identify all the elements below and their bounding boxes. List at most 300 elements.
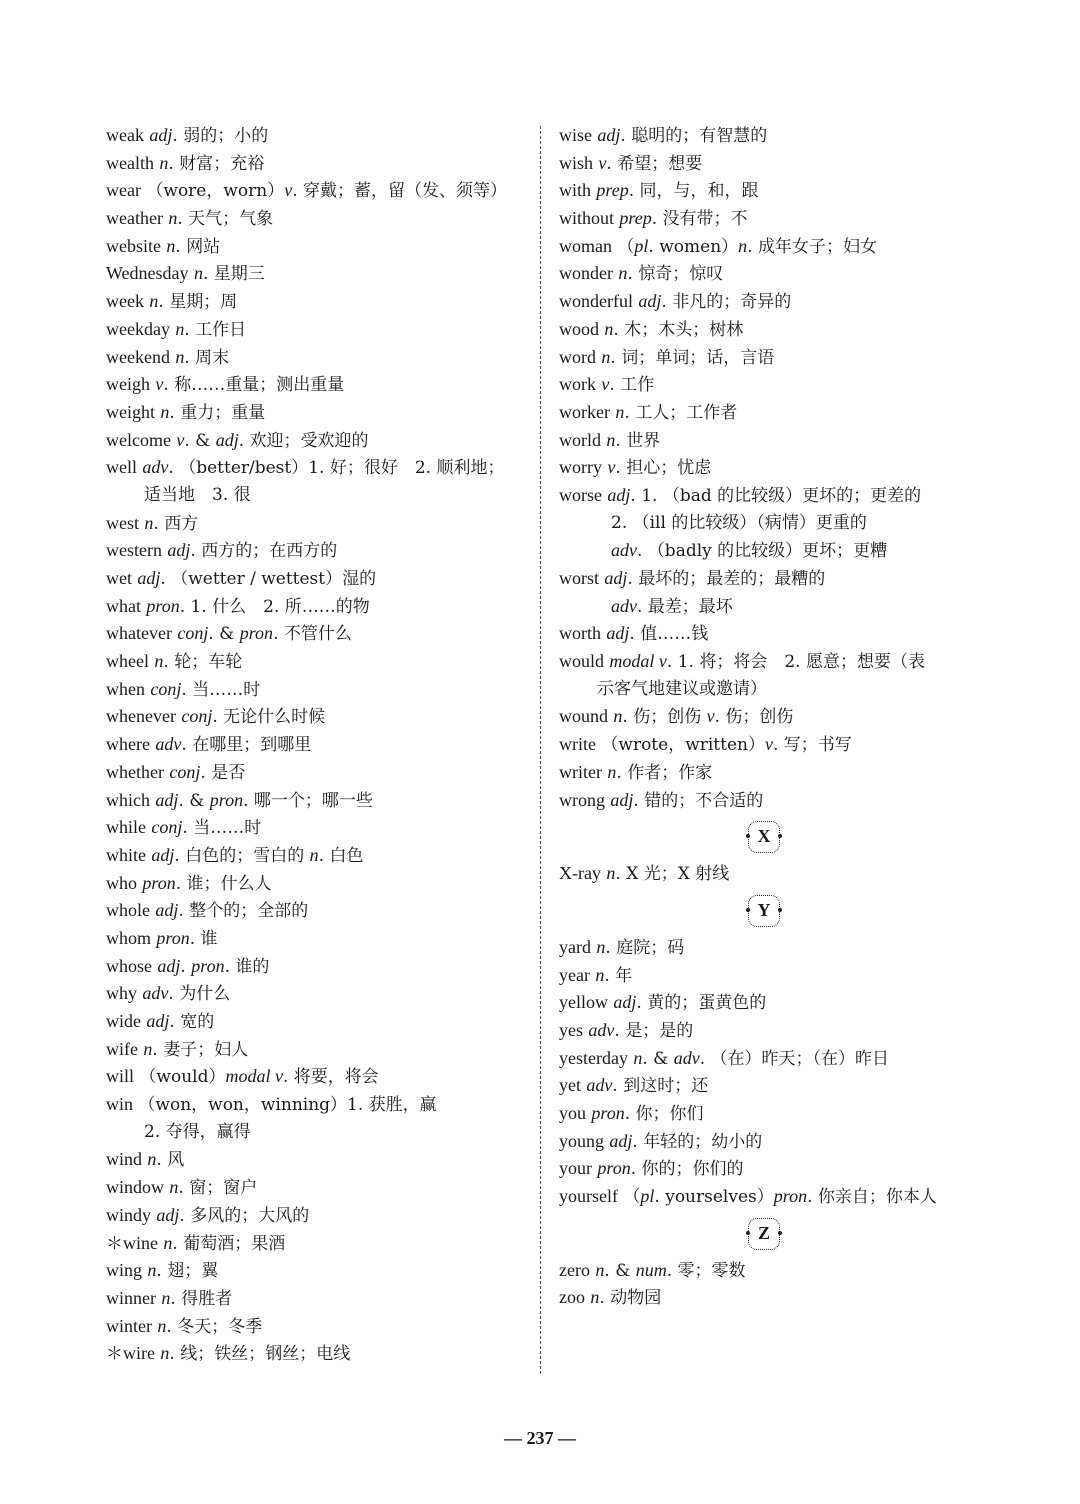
- definition-text: . X 光；X 射线: [615, 864, 730, 885]
- entry-x-ray: [559, 860, 989, 888]
- definition-text: . 风: [156, 1150, 185, 1171]
- definition-text: . 没有带；不: [651, 209, 748, 230]
- part-of-speech: n: [738, 235, 748, 256]
- part-of-speech: n: [607, 761, 617, 782]
- definition-text: . 是否: [200, 762, 246, 783]
- headword: world: [559, 429, 601, 450]
- part-of-speech: adj: [149, 125, 173, 145]
- entry-continuation: [106, 482, 534, 510]
- headword: worker: [559, 401, 610, 422]
- part-of-speech: prep: [619, 208, 652, 229]
- part-of-speech: n: [149, 291, 159, 312]
- entry-continuation: [559, 537, 989, 565]
- definition-text: . 财富；充裕: [168, 153, 265, 174]
- definition-text: . 1. （bad 的比较级）更坏的；更差的: [630, 485, 922, 506]
- column-divider: [540, 126, 541, 1374]
- part-of-speech: pron: [191, 955, 225, 976]
- definition-text: . 成年女子；妇女: [747, 236, 877, 257]
- headword: wheel: [106, 651, 149, 672]
- part-of-speech: n: [163, 1232, 173, 1253]
- entry-continuation: [559, 676, 989, 704]
- asterisk-marker: ＊: [106, 1233, 123, 1253]
- part-of-speech: adv: [611, 595, 637, 616]
- definition-text: . 葡萄酒；果酒: [172, 1233, 286, 1254]
- headword: wet: [106, 568, 132, 588]
- part-of-speech: n: [606, 863, 616, 884]
- definition-text: . 整个的；全部的: [178, 901, 309, 922]
- part-of-speech: conj: [177, 623, 209, 644]
- definition-text: . &: [642, 1048, 674, 1069]
- part-of-speech: adj: [167, 540, 191, 561]
- part-of-speech: pron: [239, 623, 274, 644]
- part-of-speech: n: [159, 152, 169, 173]
- entry-will: [106, 1063, 534, 1091]
- entry-whatever: [106, 620, 534, 648]
- definition-text: . 线；铁丝；钢丝；电线: [169, 1344, 351, 1365]
- part-of-speech: modal v: [225, 1066, 283, 1087]
- definition-text: . 白色的；雪白的: [174, 845, 310, 866]
- definition-text: . 世界: [615, 430, 661, 451]
- part-of-speech: n: [160, 401, 170, 422]
- definition-text: . &: [208, 624, 240, 645]
- entry-whether: [106, 759, 534, 787]
- part-of-speech: conj: [151, 817, 183, 838]
- part-of-speech: n: [606, 429, 616, 450]
- entry-write: [559, 731, 989, 759]
- right-column: [559, 122, 989, 1312]
- headword: worth: [559, 623, 601, 644]
- part-of-speech: n: [601, 346, 611, 367]
- headword: yet: [559, 1075, 581, 1096]
- definition-text: . 伤；创伤: [714, 707, 794, 728]
- section-letter-badge: Z: [748, 1218, 780, 1250]
- headword: wound: [559, 706, 608, 727]
- headword: wear: [106, 180, 141, 201]
- entry-whom: [106, 925, 534, 953]
- definition-text: . 你的；你们的: [630, 1159, 744, 1180]
- entry-continuation: [559, 510, 989, 538]
- entry-worse: [559, 482, 989, 510]
- entry-wife: [106, 1036, 534, 1064]
- definition-text: . 不管什么: [273, 624, 352, 645]
- entry-wire: [106, 1340, 534, 1368]
- headword: would: [559, 651, 604, 672]
- part-of-speech: adj: [607, 484, 631, 505]
- part-of-speech: adj: [613, 992, 637, 1013]
- part-of-speech: adj: [156, 1204, 180, 1225]
- headword: who: [106, 872, 137, 893]
- headword: without: [559, 208, 615, 229]
- part-of-speech: n: [157, 1315, 167, 1336]
- headword: weak: [106, 125, 144, 145]
- entry-who: [106, 870, 534, 898]
- entry-website: [106, 233, 534, 261]
- part-of-speech: v: [598, 152, 607, 173]
- entry-yes: [559, 1017, 989, 1045]
- definition-text: . 窗；窗户: [178, 1178, 258, 1199]
- part-of-speech: n: [309, 844, 319, 865]
- entry-without: [559, 205, 989, 233]
- definition-text: . 穿戴；蓄，留（发、须等）: [292, 181, 508, 202]
- left-column: [106, 122, 534, 1368]
- headword: year: [559, 964, 590, 985]
- definition-text: . 工作日: [184, 319, 247, 340]
- headword: wire: [123, 1343, 155, 1364]
- entry-yesterday: [559, 1045, 989, 1073]
- part-of-speech: v: [607, 457, 616, 478]
- definition-text: . &: [178, 790, 210, 811]
- part-of-speech: pl: [640, 1186, 655, 1207]
- entry-wound: [559, 703, 989, 731]
- entry-young: [559, 1128, 989, 1156]
- headword: yourself: [559, 1186, 618, 1207]
- entry-with: [559, 177, 989, 205]
- definition-text: . 得胜者: [170, 1288, 233, 1309]
- entry-whose: [106, 953, 534, 981]
- definition-text: . 你亲自；你本人: [807, 1187, 937, 1208]
- entry-which: [106, 787, 534, 815]
- definition-text: . 当……时: [181, 679, 261, 700]
- headword: wood: [559, 318, 599, 339]
- definition-text: . 西方: [153, 513, 199, 534]
- definition-text: . 1. 将；将会 2. 愿意；想要（表: [666, 652, 925, 673]
- headword: week: [106, 291, 144, 312]
- definition-text: . 年: [604, 965, 633, 986]
- definition-text: . （badly 的比较级）更坏；更糟: [637, 541, 888, 562]
- headword: wealth: [106, 152, 154, 173]
- part-of-speech: v: [284, 180, 293, 201]
- definition-text: . 多风的；大风的: [179, 1205, 310, 1226]
- headword: write: [559, 734, 596, 755]
- headword: wonderful: [559, 291, 633, 312]
- part-of-speech: adv: [142, 457, 169, 478]
- part-of-speech: n: [154, 651, 164, 672]
- headword: whatever: [106, 623, 172, 644]
- definition-text: . 宽的: [169, 1012, 215, 1032]
- section-letter-heading: [559, 888, 989, 934]
- headword: wife: [106, 1038, 138, 1059]
- part-of-speech: adv: [588, 1019, 615, 1040]
- part-of-speech: conj: [181, 706, 213, 727]
- definition-text: 2. （ill 的比较级）（病情）更重的: [611, 512, 867, 533]
- entry-yard: [559, 934, 989, 962]
- headword: wing: [106, 1260, 142, 1281]
- headword: young: [559, 1130, 604, 1151]
- headword: western: [106, 540, 162, 561]
- entry-why: [106, 980, 534, 1008]
- entry-your: [559, 1155, 989, 1183]
- part-of-speech: conj: [169, 761, 201, 782]
- entry-welcome: [106, 427, 534, 455]
- part-of-speech: v: [176, 429, 185, 450]
- definition-text: . 欢迎；受欢迎的: [238, 430, 369, 451]
- entry-zero: [559, 1257, 989, 1285]
- definition-text: . 西方的；在西方的: [190, 541, 338, 562]
- headword: wonder: [559, 263, 613, 284]
- headword: work: [559, 374, 596, 395]
- definition-text: （wore，worn）: [146, 181, 285, 202]
- entry-yourself: [559, 1183, 989, 1211]
- entry-wealth: [106, 150, 534, 178]
- entry-continuation: [106, 1119, 534, 1147]
- definition-text: . 到这时；还: [612, 1076, 709, 1097]
- headword: weight: [106, 401, 155, 422]
- definition-text: . 惊奇；惊叹: [627, 264, 724, 285]
- definition-text: .: [180, 956, 192, 977]
- entry-wide: [106, 1008, 534, 1036]
- definition-text: . &: [604, 1260, 636, 1281]
- page-number: — 237 —: [504, 1428, 576, 1448]
- headword: wide: [106, 1011, 141, 1031]
- entry-wood: [559, 316, 989, 344]
- entry-you: [559, 1100, 989, 1128]
- part-of-speech: adj: [597, 125, 621, 145]
- headword: zoo: [559, 1287, 585, 1308]
- part-of-speech: n: [143, 1038, 153, 1059]
- definition-text: . 庭院；码: [605, 937, 685, 958]
- headword: wish: [559, 152, 594, 173]
- headword: weigh: [106, 374, 150, 395]
- headword: you: [559, 1103, 586, 1123]
- entry-winner: [106, 1285, 534, 1313]
- definition-text: . 1. 什么 2. 所……的物: [179, 596, 370, 617]
- headword: weekday: [106, 318, 170, 339]
- definition-text: . 最坏的；最差的；最糟的: [627, 569, 826, 589]
- entry-window: [106, 1174, 534, 1202]
- part-of-speech: adv: [586, 1075, 613, 1096]
- part-of-speech: adj: [610, 789, 634, 810]
- entry-yet: [559, 1072, 989, 1100]
- part-of-speech: n: [596, 936, 606, 957]
- definition-text: . 重力；重量: [169, 402, 266, 423]
- entry-zoo: [559, 1284, 989, 1312]
- part-of-speech: pron: [773, 1186, 808, 1207]
- definition-text: 2. 夺得，赢得: [144, 1121, 251, 1142]
- definition-text: . 哪一个；哪一些: [243, 790, 373, 811]
- part-of-speech: adj: [151, 844, 175, 865]
- entry-wrong: [559, 787, 989, 815]
- headword: while: [106, 817, 146, 838]
- headword: worst: [559, 568, 599, 588]
- entry-worst: [559, 565, 989, 593]
- definition-text: . 错的；不合适的: [633, 790, 764, 811]
- section-letter-heading: [559, 814, 989, 860]
- part-of-speech: adv: [611, 540, 637, 561]
- part-of-speech: prep: [596, 180, 629, 201]
- part-of-speech: adj: [215, 429, 239, 450]
- definition-text: . （在）昨天；（在）昨日: [699, 1048, 890, 1069]
- part-of-speech: n: [613, 706, 623, 727]
- definition-text: . 当……时: [182, 818, 262, 839]
- definition-text: . 写；书写: [772, 735, 852, 756]
- headword: X-ray: [559, 863, 601, 884]
- entry-wind: [106, 1146, 534, 1174]
- entry-western: [106, 537, 534, 565]
- headword: yes: [559, 1019, 583, 1040]
- part-of-speech: n: [166, 235, 176, 256]
- definition-text: . 天气；气象: [177, 209, 274, 230]
- part-of-speech: n: [161, 1287, 171, 1308]
- part-of-speech: adj: [155, 789, 179, 810]
- definition-text: . 冬天；冬季: [166, 1316, 263, 1337]
- part-of-speech: pron: [591, 1103, 625, 1123]
- part-of-speech: adj: [157, 955, 181, 976]
- entry-wear: [106, 177, 534, 205]
- entry-weekend: [106, 344, 534, 372]
- entry-what: [106, 593, 534, 621]
- asterisk-marker: ＊: [106, 1344, 123, 1364]
- definition-text: 示客气地建议或邀请）: [597, 678, 767, 699]
- definition-text: . 零；零数: [666, 1260, 746, 1281]
- entry-west: [106, 510, 534, 538]
- entry-world: [559, 427, 989, 455]
- part-of-speech: pron: [209, 789, 244, 810]
- definition-text: . 工人；工作者: [624, 402, 738, 423]
- definition-text: . 黄的；蛋黄色的: [636, 993, 767, 1014]
- part-of-speech: n: [175, 318, 185, 339]
- part-of-speech: v: [155, 374, 164, 395]
- entry-work: [559, 371, 989, 399]
- headword: win: [106, 1094, 133, 1115]
- part-of-speech: adj: [155, 900, 179, 921]
- definition-text: . 担心；忧虑: [615, 458, 712, 479]
- definition-text: . 词；单词；话，言语: [610, 347, 775, 368]
- entry-wing: [106, 1257, 534, 1285]
- entry-winter: [106, 1313, 534, 1341]
- headword: well: [106, 457, 137, 478]
- part-of-speech: pl: [634, 235, 649, 256]
- headword: which: [106, 789, 150, 810]
- entry-wonderful: [559, 288, 989, 316]
- part-of-speech: n: [633, 1047, 643, 1068]
- definition-text: . 值……钱: [629, 624, 709, 645]
- entry-worth: [559, 620, 989, 648]
- part-of-speech: n: [595, 964, 605, 985]
- definition-text: . 聪明的；有智慧的: [620, 126, 768, 146]
- part-of-speech: adv: [673, 1047, 700, 1068]
- definition-text: . 将要，将会: [282, 1067, 379, 1088]
- definition-text: . 网站: [175, 236, 221, 257]
- section-letter-badge: X: [748, 821, 780, 853]
- entry-wise: [559, 122, 989, 150]
- definition-text: . yourselves）: [654, 1187, 774, 1208]
- headword: whenever: [106, 706, 176, 727]
- entry-would: [559, 648, 989, 676]
- part-of-speech: pron: [156, 927, 190, 948]
- headword: yellow: [559, 992, 608, 1013]
- part-of-speech: n: [169, 1177, 179, 1198]
- headword: yesterday: [559, 1047, 628, 1068]
- headword: welcome: [106, 429, 171, 450]
- headword: white: [106, 844, 146, 865]
- headword: whole: [106, 900, 150, 921]
- definition-text: . 谁: [189, 928, 218, 949]
- part-of-speech: pron: [597, 1158, 631, 1179]
- entry-wine: [106, 1230, 534, 1258]
- definition-text: . 非凡的；奇异的: [661, 292, 792, 313]
- headword: wrong: [559, 789, 605, 810]
- part-of-speech: adj: [606, 623, 630, 644]
- headword: what: [106, 595, 141, 616]
- headword: when: [106, 678, 145, 699]
- definition-text: . 最差；最坏: [637, 596, 733, 617]
- section-letter-badge: Y: [748, 895, 780, 927]
- headword: wise: [559, 125, 592, 145]
- part-of-speech: n: [144, 512, 154, 533]
- entry-wednesday: [106, 260, 534, 288]
- part-of-speech: adj: [604, 568, 628, 588]
- headword: whether: [106, 761, 164, 782]
- part-of-speech: n: [595, 1259, 605, 1280]
- part-of-speech: n: [615, 401, 625, 422]
- definition-text: . 在哪里；到哪里: [181, 735, 312, 756]
- entry-week: [106, 288, 534, 316]
- entry-white: [106, 842, 534, 870]
- part-of-speech: n: [160, 1343, 170, 1364]
- headword: winter: [106, 1315, 152, 1336]
- definition-text: （won，won，winning）1. 获胜，赢: [138, 1095, 437, 1116]
- headword: worse: [559, 484, 602, 505]
- definition-text: . （wetter / wettest）湿的: [160, 569, 377, 589]
- headword: where: [106, 734, 150, 755]
- definition-text: . （better/best）1. 好；很好 2. 顺利地；: [168, 458, 505, 479]
- part-of-speech: n: [147, 1149, 157, 1170]
- part-of-speech: n: [168, 208, 178, 229]
- part-of-speech: n: [175, 346, 185, 367]
- part-of-speech: adj: [137, 568, 161, 588]
- entry-windy: [106, 1202, 534, 1230]
- part-of-speech: adj: [146, 1011, 170, 1031]
- headword: with: [559, 180, 592, 201]
- definition-text: （would）: [139, 1067, 226, 1088]
- headword: wine: [123, 1232, 158, 1253]
- definition-text: . 谁的: [224, 956, 270, 977]
- entry-wheel: [106, 648, 534, 676]
- headword: why: [106, 983, 137, 1004]
- headword: west: [106, 512, 139, 533]
- headword: Wednesday: [106, 263, 189, 284]
- definition-text: . 是；是的: [614, 1020, 694, 1041]
- definition-text: . 弱的；小的: [172, 126, 269, 146]
- definition-text: . 伤；创伤: [622, 707, 707, 728]
- definition-text: . &: [184, 430, 216, 451]
- part-of-speech: v: [706, 706, 715, 727]
- part-of-speech: n: [193, 263, 203, 284]
- part-of-speech: v: [764, 734, 773, 755]
- headword: weather: [106, 208, 163, 229]
- definition-text: . 工作: [609, 375, 655, 396]
- entry-writer: [559, 759, 989, 787]
- part-of-speech: pron: [146, 595, 180, 616]
- part-of-speech: adj: [609, 1130, 633, 1151]
- headword: whose: [106, 955, 152, 976]
- definition-text: . 称……重量；测出重量: [163, 375, 345, 396]
- headword: zero: [559, 1259, 590, 1280]
- entry-weigh: [106, 371, 534, 399]
- definition-text: . 星期；周: [158, 292, 238, 313]
- definition-text: . women）: [648, 236, 739, 257]
- headword: whom: [106, 927, 151, 948]
- entry-year: [559, 962, 989, 990]
- part-of-speech: n: [147, 1260, 157, 1281]
- entry-where: [106, 731, 534, 759]
- headword: will: [106, 1066, 135, 1087]
- entry-worry: [559, 454, 989, 482]
- entry-wet: [106, 565, 534, 593]
- entry-word: [559, 344, 989, 372]
- definition-text: . 谁；什么人: [175, 873, 272, 894]
- entry-worker: [559, 399, 989, 427]
